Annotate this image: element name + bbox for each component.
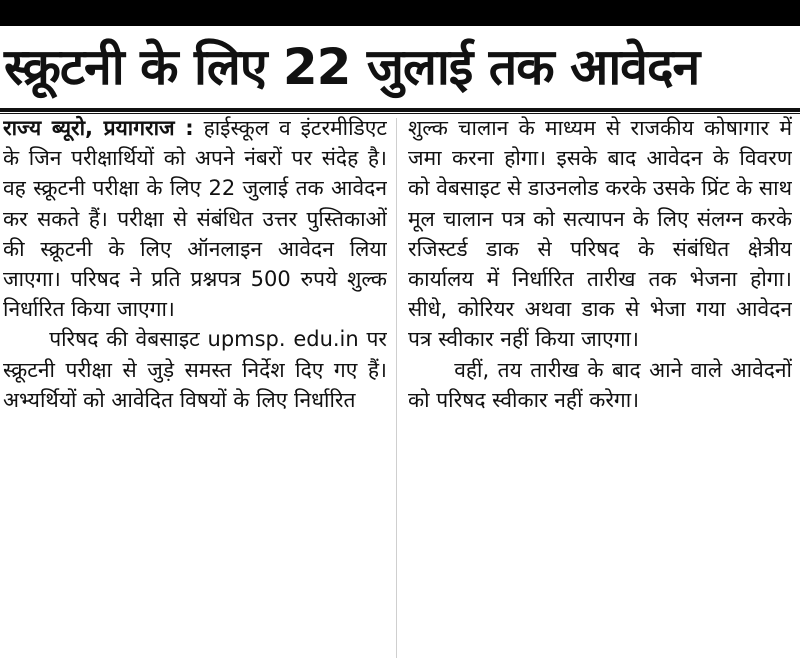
article-column-left bbox=[3, 113, 387, 662]
byline: राज्य ब्यूरो, प्रयागराज : bbox=[3, 116, 194, 140]
paragraph-2-start: परिषद की वेबसाइट upmsp. edu.in पर स्क्रूटनी परीक्षा से जुड़े समस्त निर्देश दिए गए हैं। अभ्यर्थियों को आवेदित विषयों के लिए निर्धारित bbox=[3, 327, 387, 412]
column-divider bbox=[396, 118, 397, 658]
article-column-right bbox=[408, 113, 792, 662]
headline: स्क्रूटनी के लिए 22 जुलाई तक आवेदन bbox=[4, 38, 700, 96]
paragraph-2-continued: शुल्क चालान के माध्यम से राजकीय कोषागार में जमा करना होगा। इसके बाद आवेदन के विवरण को वेबसाइट से डाउनलोड करके उसके प्रिंट के साथ मूल चालान पत्र को सत्यापन के लिए संलग्न करके रजिस्टर्ड डाक से परिषद के संबंधित क्षेत्रीय कार्यालय में निर्धारित तारीख तक भेजना होगा। सीधे, कोरियर अथवा डाक से भेजा गया आवेदन पत्र स्वीकार नहीं किया जाएगा। bbox=[408, 116, 792, 352]
paragraph-3: वहीं, तय तारीख के बाद आने वाले आवेदनों को परिषद स्वीकार नहीं करेगा। bbox=[408, 357, 792, 412]
paragraph-1 bbox=[3, 113, 387, 324]
headline-rule-thick bbox=[0, 108, 800, 112]
top-black-bar bbox=[0, 0, 800, 26]
paragraph-1-body: हाईस्कूल व इंटरमीडिएट के जिन परीक्षार्थियों को अपने नंबरों पर संदेह है। वह स्क्रूटनी परीक्षा के लिए 22 जुलाई तक आवेदन कर सकते हैं। परीक्षा से संबंधित उत्तर पुस्तिकाओं की स्क्रूटनी के लिए ऑनलाइन आवेदन लिया जाएगा। परिषद ने प्रति प्रश्नपत्र 500 रुपये शुल्क निर्धारित किया जाएगा। bbox=[3, 116, 387, 322]
